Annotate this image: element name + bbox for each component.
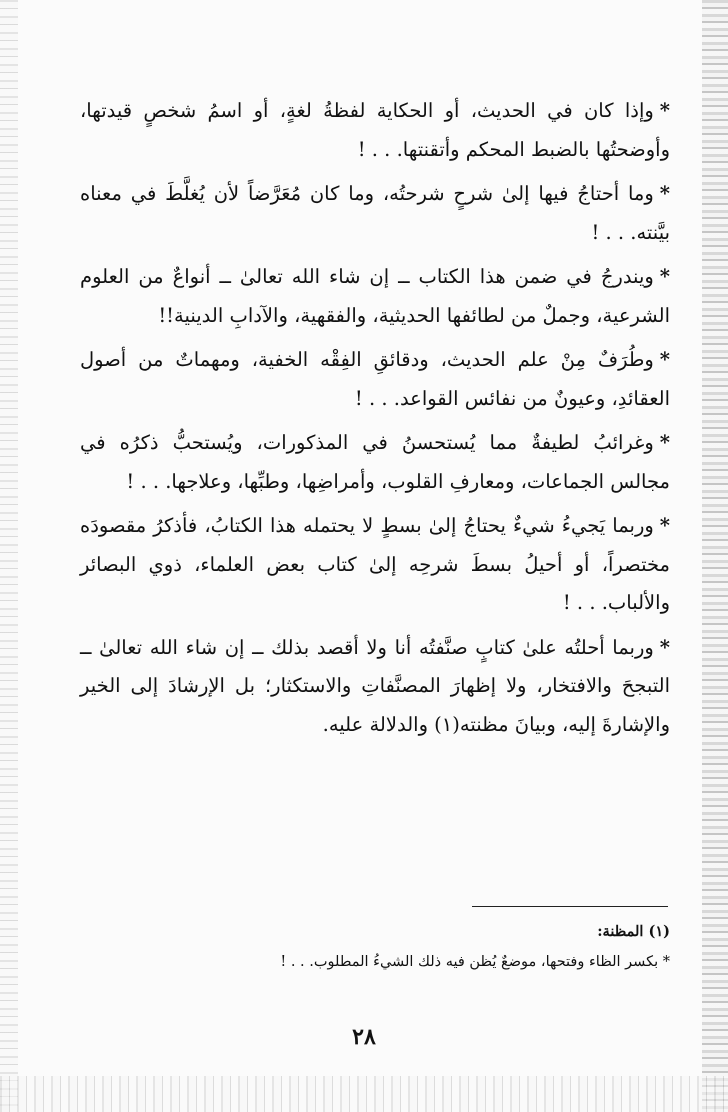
- main-text: [80, 92, 670, 750]
- page-number: ٢٨: [352, 1024, 376, 1050]
- paragraph-star-icon: *: [659, 431, 670, 454]
- paragraph-7: *وربما أحلتُه علىٰ كتابٍ صنَّفتُه أنا ولا أقصد بذلك ــ إن شاء الله تعالىٰ ــ التبجحَ والافتخار، ولا إظهارَ المصنَّفاتِ والاستكثار؛ بل الإرشادَ إلى الخير والإشارةَ إليه، وبيانَ مظنته(١) والدلالة عليه.: [80, 635, 670, 736]
- paragraph-star-icon: *: [659, 99, 670, 122]
- right-ornament-border: [702, 0, 728, 1112]
- footnote-text: * بكسر الظاء وفتحها، موضعٌ يُظن فيه ذلك الشيءُ المطلوب. . . !: [280, 954, 670, 970]
- paragraph-star-icon: *: [659, 265, 670, 288]
- paragraph-star-icon: *: [659, 635, 670, 659]
- paragraph-star-icon: *: [659, 348, 670, 371]
- paragraph-4: *وطُرَفٌ مِنْ علم الحديث، ودقائقِ الفِقْه الخفية، ومهماتٌ من أصول العقائدِ، وعيونٌ من نفائس القواعد. . . !: [80, 348, 670, 410]
- paragraph-star-icon: *: [659, 514, 670, 537]
- bottom-ornament-border: [0, 1076, 728, 1112]
- paragraph-3: *ويندرجُ في ضمن هذا الكتاب ــ إن شاء الله تعالىٰ ــ أنواعٌ من العلوم الشرعية، وجملٌ من لطائفها الحديثية، والفقهية، والآدابِ الدينية!!: [80, 265, 670, 327]
- left-ornament-border: [0, 0, 18, 1112]
- paragraph-5: *وغرائبُ لطيفةٌ مما يُستحسنُ في المذكورات، ويُستحبُّ ذكرُه في مجالس الجماعات، ومعارفِ القلوب، وأمراضِها، وطبِّها، وعلاجها. . . !: [80, 431, 670, 493]
- paragraph-star-icon: *: [659, 182, 670, 205]
- paragraph-6: *وربما يَجيءُ شيءٌ يحتاجُ إلىٰ بسطٍ لا يحتمله هذا الكتابُ، فأذكرُ مقصودَه مختصراً، أو أحيلُ بسطَ شرحِه إلىٰ كتاب بعض العلماء، ذوي البصائر والألباب. . . !: [80, 514, 670, 614]
- paragraph-1: *وإذا كان في الحديث، أو الحكاية لفظةُ لغةٍ، أو اسمُ شخصٍ قيدتها، وأوضحتُها بالضبط المحكم وأتقنتها. . . !: [80, 99, 670, 161]
- paragraph-2: *وما أحتاجُ فيها إلىٰ شرحٍ شرحتُه، وما كان مُعَرَّضاً لأن يُغلَّطَ في معناه بيَّنته. . . !: [80, 182, 670, 244]
- footnote-title: (١) المظنة:: [597, 923, 670, 940]
- footnote-divider: [472, 906, 668, 907]
- footnote: [90, 916, 670, 978]
